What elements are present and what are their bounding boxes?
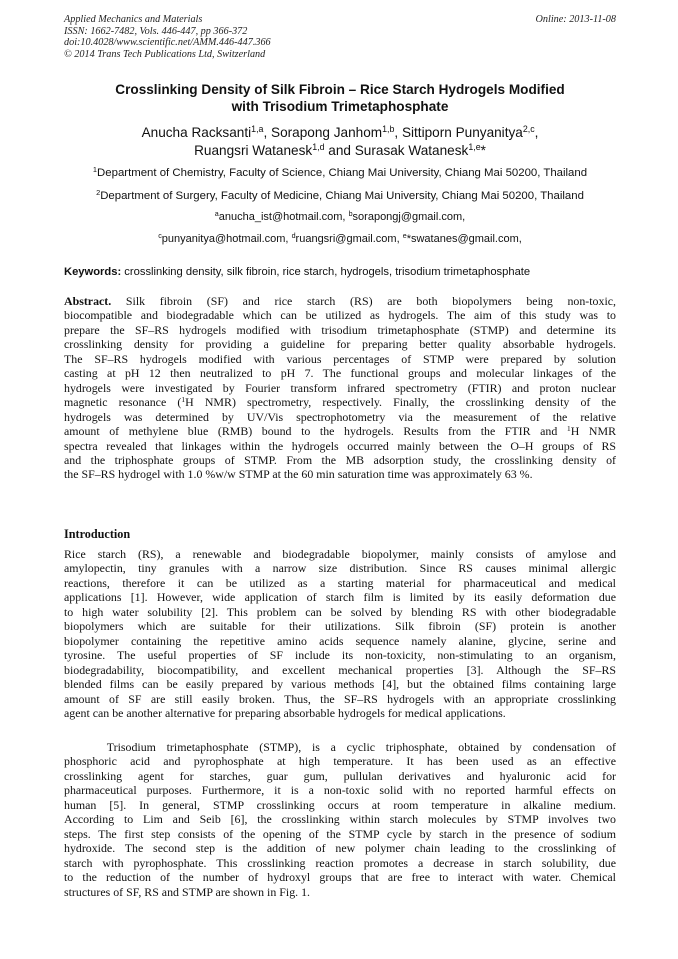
abstract-line <box>64 294 616 308</box>
abstract-line: crosslinking density for providing a guideline for preparing better quality absorbable hydrogels. <box>64 337 616 352</box>
keywords-text: crosslinking density, silk fibroin, rice starch, hydrogels, trisodium trimetaphosphate <box>121 266 531 278</box>
abstract-line <box>64 395 616 409</box>
keywords <box>64 265 624 279</box>
paragraph-line: Rice starch (RS), a renewable and biodegradable biopolymer, mainly consists of amylose and <box>64 547 616 561</box>
paragraph-line: According to Lim and Seib [6], the crosslinking within starch molecules by STMP involves two <box>64 812 616 827</box>
abstract-line: hydrogels were investigated by Fourier transform infrared spectrometry (FTIR) and proton nuclear <box>64 380 616 395</box>
affiliation-mark: 1 <box>92 164 98 174</box>
abstract-line: The SF–RS hydrogels modified with various percentages of STMP were prepared by solution <box>64 351 616 366</box>
paragraph-line: Trisodium trimetaphosphate (STMP), is a cyclic triphosphate, obtained by condensation of <box>64 740 616 754</box>
email-mark: b <box>348 210 353 219</box>
paragraph-line: structures of SF, RS and STMP are shown in Fig. 1. <box>64 884 311 899</box>
abstract-line: hydrogels was determined by UV/Vis spectrophotometry via the measurement of the relative <box>64 409 616 424</box>
paragraph-line: to high water solubility [2]. This problem can be solved by blending RS with other biodegradable <box>64 604 616 619</box>
affiliation-2 <box>64 189 616 203</box>
author-line <box>64 124 616 142</box>
paragraph-line: amount of SF are still easily broken. Thus, the SF–RS hydrogels with an appropriate crosslinking <box>64 691 616 706</box>
keywords-label: Keywords: <box>64 266 122 278</box>
abstract-label: Abstract. <box>64 294 112 308</box>
abstract-text: H NMR <box>570 424 616 439</box>
author-separator: , <box>394 125 402 140</box>
journal-name: Applied Mechanics and Materials <box>64 14 203 25</box>
author-name: Sittiporn Punyanitya <box>401 125 523 140</box>
email-mark: e <box>402 232 407 241</box>
author-name: Sorapong Janhom <box>271 125 383 140</box>
journal-issn: ISSN: 1662-7482, Vols. 446-447, pp 366-372 <box>64 25 248 37</box>
author-affiliation-mark: 1,b <box>382 124 395 135</box>
journal-doi: doi:10.4028/www.scientific.net/AMM.446-447.366 <box>64 37 271 48</box>
paragraph-line: tyrosine. The useful properties of SF include its non-toxicity, non-stimulating to an organism, <box>64 648 616 663</box>
paragraph-line: hydroxide. The second step is the addition of new polymer chain leading to the crosslinking of <box>64 841 616 856</box>
affiliation-text: Department of Surgery, Faculty of Medicine, Chiang Mai University, Chiang Mai 50200, Thailand <box>100 190 584 202</box>
abstract <box>64 294 616 482</box>
title-line: Crosslinking Density of Silk Fibroin – Rice Starch Hydrogels Modified <box>115 82 565 97</box>
email-mark: a <box>214 210 219 219</box>
paragraph-line: steps. The first step consists of the opening of the STMP cycle by starch in the presence of sodium <box>64 826 616 841</box>
journal-copyright: © 2014 Trans Tech Publications Ltd, Switzerland <box>64 48 266 60</box>
online-date: Online: 2013-11-08 <box>535 14 616 25</box>
introduction-paragraph-2 <box>64 740 616 899</box>
nmr-superscript: 1 <box>566 423 571 433</box>
paragraph-line: biopolymer containing the repetitive amino acids sequence namely alanine, glycine, serine and <box>64 633 616 648</box>
affiliation-text: Department of Chemistry, Faculty of Science, Chiang Mai University, Chiang Mai 50200, Thailand <box>97 167 588 179</box>
paragraph-line: blended films can be easily prepared by various methods [4], but the obtained films containing large <box>64 677 616 692</box>
email-line <box>64 232 616 246</box>
author-name: Surasak Watanesk <box>354 143 469 158</box>
affiliation-mark: 2 <box>96 187 101 197</box>
abstract-line: spectra revealed that linkages within the hydrogels occurred mainly between the O–H groups of RS <box>64 438 616 453</box>
email-mark: d <box>291 232 296 241</box>
author-separator: , <box>263 125 271 140</box>
paragraph-line: applications [1]. However, wide application of starch film is limited by its easily deformation due <box>64 590 616 605</box>
abstract-line: casting at pH 12 then neutralized to pH 7. The functional groups and molecular linkages of the <box>64 366 616 381</box>
email-e[interactable]: *swatanes@gmail.com, <box>406 233 522 245</box>
paragraph-line: biopolymers which are suitable for their utilizations. Silk fibroin (SF) protein is another <box>64 619 616 634</box>
abstract-line <box>64 424 616 438</box>
author-list <box>64 124 616 160</box>
abstract-line: the SF–RS hydrogel with 1.0 %w/w STMP at the 60 min saturation time was approximately 63 %. <box>64 467 533 482</box>
paper-title <box>64 81 616 115</box>
email-b[interactable]: sorapongj@gmail.com, <box>352 211 466 223</box>
author-name: Ruangsri Watanesk <box>194 143 313 158</box>
journal-header <box>64 14 616 60</box>
paragraph-line: human [5]. In general, STMP crosslinking occurs at room temperature in alkaline medium. <box>64 797 616 812</box>
abstract-line: prepare the SF–RS hydrogels modified with trisodium trimetaphosphate (STMP) and determine its <box>64 322 616 337</box>
section-heading-introduction: Introduction <box>64 527 131 541</box>
abstract-text: magnetic resonance ( <box>64 395 182 410</box>
email-c[interactable]: punyanitya@hotmail.com, <box>161 233 292 245</box>
email-mark: c <box>158 232 162 241</box>
abstract-line: biocompatible and biodegradable which can be utilized as hydrogels. The aim of this study was to <box>64 308 616 323</box>
nmr-superscript: 1 <box>181 394 186 404</box>
author-separator: * <box>480 143 486 158</box>
abstract-text: H NMR) spectrometry, respectively. Finally, the crosslinking density of the <box>185 395 616 410</box>
title-line: with Trisodium Trimetaphosphate <box>231 99 449 114</box>
email-a[interactable]: anucha_ist@hotmail.com, <box>218 211 349 223</box>
email-d[interactable]: ruangsri@gmail.com, <box>295 233 403 245</box>
abstract-text: Silk fibroin (SF) and rice starch (RS) are both biopolymers being non-toxic, <box>111 294 616 308</box>
author-separator: , <box>534 125 539 140</box>
author-separator: and <box>324 143 355 158</box>
paragraph-line: to the reduction of the number of hydroxyl groups that are free to interact with water. Chemical <box>64 870 616 885</box>
introduction-paragraph-1 <box>64 547 616 720</box>
author-affiliation-mark: 2,c <box>522 124 535 135</box>
affiliation-1 <box>64 166 616 180</box>
abstract-line: and the triphosphate groups of STMP. From the MB adsorption study, the crosslinking density of <box>64 452 616 467</box>
email-line <box>64 210 616 224</box>
author-affiliation-mark: 1,e <box>468 142 481 153</box>
author-name: Anucha Racksanti <box>141 125 252 140</box>
paragraph-line: agent can be another alternative for preparing absorbable hydrogels for medical applications. <box>64 705 506 720</box>
paragraph-line: reactions, therefore it can be utilized as a starting material for pharmaceutical and medical <box>64 575 616 590</box>
author-affiliation-mark: 1,a <box>251 124 264 135</box>
paragraph-line: starch with pyrophosphate. This crosslinking reaction promotes a decrease in starch solubility, due <box>64 855 616 870</box>
paragraph-line: pharmaceutical purposes. Furthermore, it is a non-toxic solid with no reported harmful effects on <box>64 783 616 798</box>
paragraph-line: phosphoric acid and pyrophosphate at high temperature. It has been used as an effective <box>64 754 616 769</box>
paragraph-line: amylopectin, tiny granules with a narrow size distribution. Since RS causes minimal allergic <box>64 561 616 576</box>
author-line <box>64 142 616 160</box>
paragraph-line: crosslinking agent for starches, guar gum, pullulan derivatives and hyaluronic acid for <box>64 768 616 783</box>
abstract-text: amount of methylene blue (RMB) bound to the hydrogels. Results from the FTIR and <box>64 424 567 439</box>
paragraph-line: biodegradability, biocompatibility, and excellent mechanical properties [3]. Although the SF–RS <box>64 662 616 677</box>
author-affiliation-mark: 1,d <box>312 142 325 153</box>
